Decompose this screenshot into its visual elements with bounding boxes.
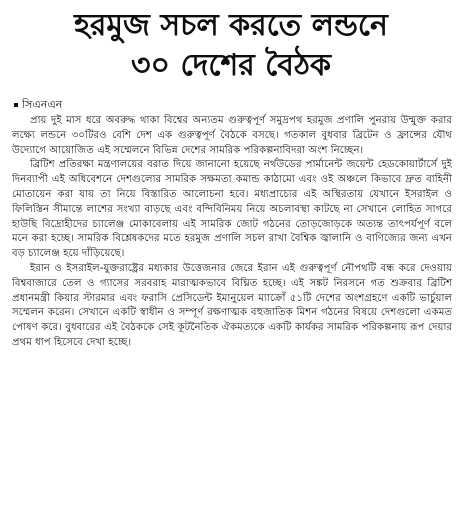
paragraph-2: ব্রিটিশ প্রতিরক্ষা মন্ত্রণালয়ের বরাত দিয়ে জানানো হয়েছে নর্থউডের পার্মানেন্ট জয়েন্ট হেডকোয়ার্টার্সে দুই দিনব্যাপী এই অধিবেশনে দেশগুলোর সামরিক সক্ষমতা কমান্ড কাঠামো এবং ওই অঞ্চলে কিভাবে দ্রুত বাহিনী মোতায়েন করা যায় তা নিয়ে বিস্তারিত আলোচনা হবে। মধ্যপ্রাচ্যের এই অস্থিরতায় যেখানে ইসরাইল ও ফিলিস্তিন সীমান্তে লাশের সংখ্যা বাড়ছে এবং বন্দিবিনিময় নিয়ে অচলাবস্থা কাটছে না সেখানে লোহিত সাগরে হাউছি বিদ্রোহীদের চ্যালেঞ্জ মোকাবেলায় এই সামরিক জোট গঠনের তোড়জোড়কে অত্যন্ত তাৎপর্যপূর্ণ বলে মনে করা হচ্ছে। সামরিক বিশ্লেষকদের মতে হরমুজ প্রণালি সচল রাখা বৈশ্বিক জ্বালানি ও বাণিজ্যের জন্য এখন বড় চ্যালেঞ্জ হয়ে দাঁড়িয়েছে। [12, 159, 452, 260]
bullet-square-icon [14, 103, 18, 107]
byline-source: সিএনএন [22, 98, 63, 111]
article-body [0, 112, 462, 351]
headline-line-1: হরমুজ সচল করতে লন্ডনে [74, 8, 388, 43]
paragraph-1: প্রায় দুই মাস ধরে অবরুদ্ধ থাকা বিশ্বের অন্যতম গুরুত্বপূর্ণ সমুদ্রপথ হরমুজ প্রণালি পুনরায় উন্মুক্ত করার লক্ষ্যে লন্ডনে ৩০টিরও বেশি দেশ এক গুরুত্বপূর্ণ বৈঠকে বসছে। গতকাল বুধবার ব্রিটেন ও ফ্রান্সের যৌথ উদ্যোগে আয়োজিত এই সম্মেলনে বিভিন্ন দেশের সামরিক পরিকল্পনাবিদরা অংশ নিচ্ছেন। [12, 115, 452, 156]
headline [0, 0, 462, 86]
paragraph-3: ইরান ও ইসরাইল-যুক্তরাষ্ট্রের মধ্যকার উত্তেজনার জেরে ইরান এই গুরুত্বপূর্ণ নৌপথটি বন্ধ করে দেওয়ায় বিশ্ববাজারে তেল ও গ্যাসের সরবরাহ মারাত্মকভাবে বিঘ্নিত হচ্ছে। এই সঙ্কট নিরসনে গত শুক্রবার ব্রিটিশ প্রধানমন্ত্রী কিয়ার স্টারমার এবং ফরাসি প্রেসিডেন্ট ইমানুয়েল ম্যাক্রোঁ ৫১টি দেশের অংশগ্রহণে একটি ভার্চুয়াল সম্মেলন করেন। সেখানে একটি স্বাধীন ও সম্পূর্ণ রক্ষণাত্মক বহুজাতিক মিশন গঠনের বিষয়ে দেশগুলো একমত পোষণ করে। বুধবারের এই বৈঠককে সেই কূটনৈতিক ঐকমত্যকে একটি কার্যকর সামরিক পরিকল্পনায় রূপ দেয়ার প্রথম ধাপ হিসেবে দেখা হচ্ছে। [12, 262, 452, 348]
headline-line-2: ৩০ দেশের বৈঠক [131, 48, 331, 83]
byline [14, 98, 462, 112]
